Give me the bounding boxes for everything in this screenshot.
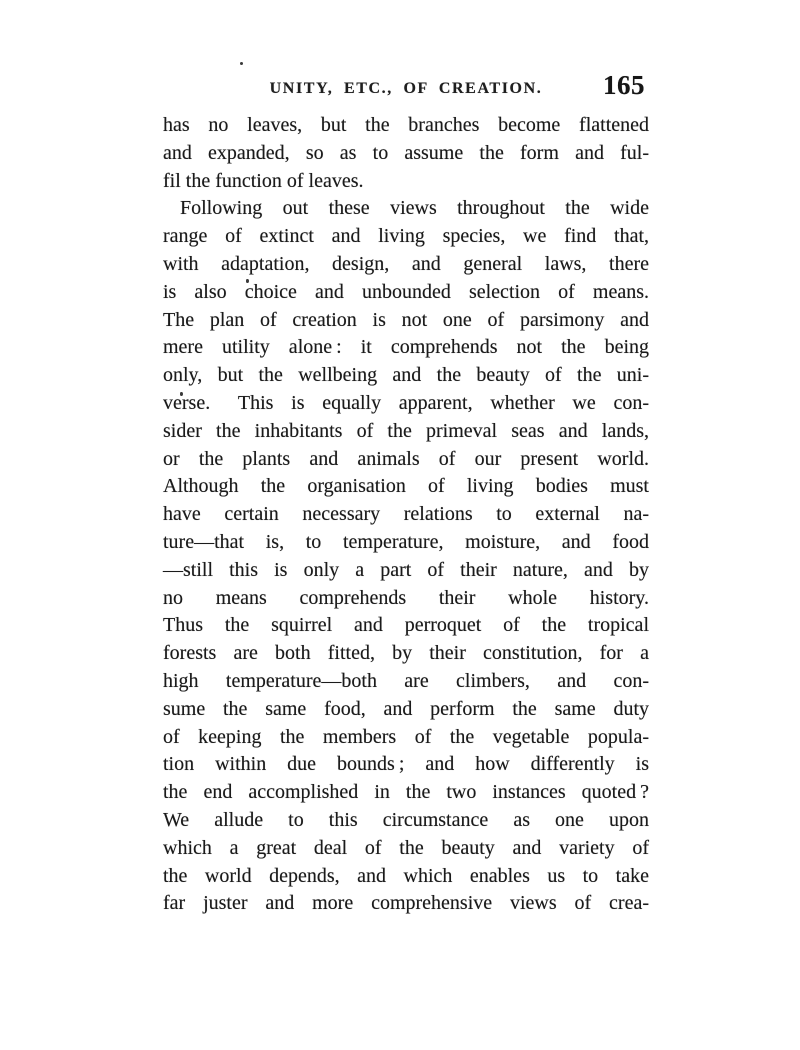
text-line: We allude to this circumstance as one upon	[163, 808, 649, 831]
text-line: —still this is only a part of their nature, and by	[163, 558, 649, 581]
text-line: Thus the squirrel and perroquet of the tropical	[163, 614, 649, 637]
text-line: sume the same food, and perform the same duty	[163, 697, 649, 720]
text-line: The plan of creation is not one of parsimony and	[163, 308, 649, 331]
ink-speck	[240, 62, 243, 65]
text-line: ture—that is, to temperature, moisture, and food	[163, 530, 649, 553]
text-line: mere utility alone : it comprehends not the being	[163, 336, 649, 359]
page-title: UNITY, ETC., OF CREATION.	[269, 80, 543, 97]
text-line: sider the inhabitants of the primeval seas and lands,	[163, 419, 649, 442]
text-line: with adaptation, design, and general laws, there	[163, 252, 649, 275]
text-line: only, but the wellbeing and the beauty of the uni-	[163, 364, 649, 387]
text-line: verse. This is equally apparent, whether we con-	[163, 391, 649, 414]
body-text	[163, 112, 649, 918]
text-line: has no leaves, but the branches become flattened	[163, 114, 649, 136]
page-number: 165	[603, 70, 645, 100]
text-line: range of extinct and living species, we find that,	[163, 225, 649, 248]
text-line: no means comprehends their whole history.	[163, 586, 649, 609]
text-line: or the plants and animals of our present world.	[163, 447, 649, 470]
text-line: the world depends, and which enables us to take	[163, 864, 649, 887]
text-line: far juster and more comprehensive views of crea-	[163, 892, 649, 915]
text-line: of keeping the members of the vegetable popula-	[163, 725, 649, 748]
text-line: Following out these views throughout the wide	[180, 197, 649, 220]
text-line: and expanded, so as to assume the form and ful-	[163, 141, 649, 164]
text-line: is also choice and unbounded selection of means.	[163, 280, 649, 303]
text-line: which a great deal of the beauty and variety of	[163, 836, 649, 859]
running-header	[163, 70, 649, 102]
text-line: have certain necessary relations to external na-	[163, 503, 649, 526]
text-line: Although the organisation of living bodies must	[163, 475, 649, 498]
text-line: the end accomplished in the two instances quoted ?	[163, 781, 649, 804]
text-line: high temperature—both are climbers, and con-	[163, 669, 649, 692]
text-line: forests are both fitted, by their constitution, for a	[163, 642, 649, 665]
text-line: tion within due bounds ; and how differently is	[163, 753, 649, 776]
text-line: fil the function of leaves.	[163, 169, 364, 192]
